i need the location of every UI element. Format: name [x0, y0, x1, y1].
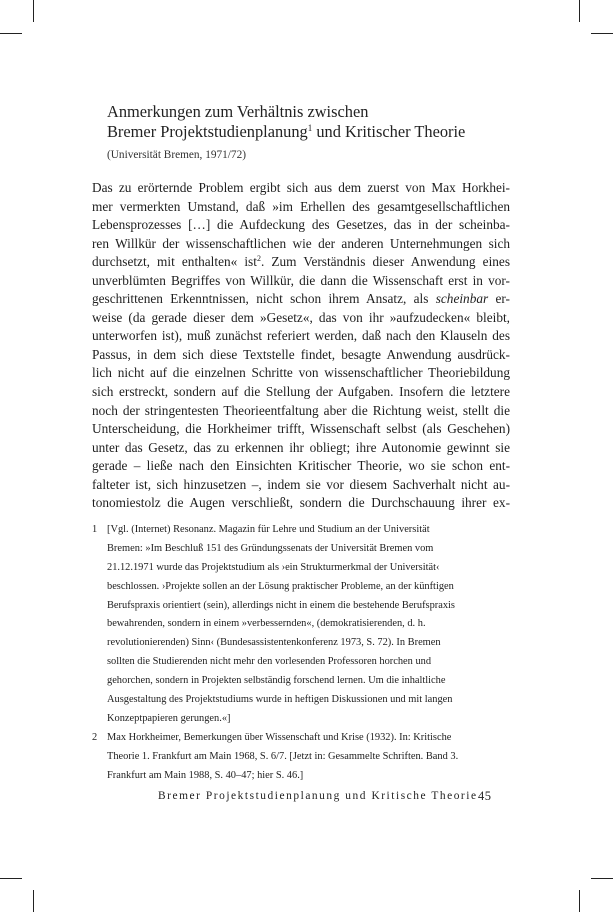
footnote-line: Max Horkheimer, Bemerkungen über Wissenschaft und Krise (1932). In: Kritische — [107, 731, 452, 743]
footnote-line: Ausgestaltung des Projektstudiums wurde in heftigen Diskussionen und mit langen — [107, 694, 453, 706]
crop-mark — [33, 890, 34, 912]
footnote-1 — [92, 521, 517, 729]
body-line-text: . Zum Verständnis dieser Anwendung eines — [260, 254, 510, 270]
body-line-text: geschrittenen Erkenntnissen, nicht schon ihrem Ansatz, als — [92, 291, 436, 307]
body-line: Das zu erörternde Problem ergibt sich aus dem zuerst von Max Horkhei- — [92, 180, 510, 195]
footnote-line: beschlossen. ›Projekte sollen an der Lösung praktischer Probleme, an der künftigen — [107, 580, 454, 592]
body-line: unverblümten Begriffes von Willkür, die dann die Wissenschaft erst in vor- — [92, 272, 510, 288]
footnote-line: Berufspraxis orientiert (sein), allerdings nicht in einem die bestehende Berufspraxis — [107, 599, 455, 611]
chapter-title-line-2 — [107, 122, 527, 142]
running-title: Bremer Projektstudienplanung und Kritische Theorie — [158, 790, 478, 802]
footnote-number: 2 — [92, 731, 98, 743]
crop-mark — [33, 0, 34, 22]
body-line: unterworfen ist), muß zunächst referiert werden, daß nach den Klauseln des — [92, 328, 510, 344]
footnotes — [92, 521, 517, 785]
body-line: lich nicht auf die einzelnen Schritte von wissenschaftlicher Theoriebildung — [92, 365, 510, 381]
footnote-ref-2[interactable]: 2 — [256, 254, 261, 264]
body-line-text: er- — [488, 291, 510, 307]
footnote-line: gehorchen, sondern in Projekten selbständig forschend lernen. Um die inhaltliche — [107, 675, 446, 687]
footnote-line: bewahrenden, sondern in einem »verbessernden«, (demokratisierenden, d. h. — [107, 618, 426, 630]
body-line — [92, 290, 510, 309]
body-line: falteter ist, sich hinzusetzen –, indem sie vor diesem Sachverhalt nicht au- — [92, 476, 510, 492]
body-line: ren Willkür der wissenschaftlichen wie der anderen Unternehmungen sich — [92, 235, 510, 251]
footnote-line: revolutionierenden) Sinn‹ (Bundesassistentenkonferenz 1973, S. 72). In Bremen — [107, 637, 441, 649]
body-line: noch der stringentesten Theorieentfaltung aber die Richtung weist, stellt die — [92, 402, 510, 418]
crop-mark — [591, 878, 613, 879]
body-line: weise (da gerade dieser dem »Gesetz«, das von ihr »aufzudecken« bleibt, — [92, 309, 510, 325]
chapter-title — [107, 102, 527, 142]
body-line: Passus, in dem sich diese Textstelle findet, besagte Anwendung ausdrück- — [92, 346, 510, 362]
footnote-line: sollten die Studierenden nicht mehr den vorlesenden Professoren horchen und — [107, 656, 432, 668]
chapter-title-text: Bremer Projektstudienplanung — [107, 122, 308, 141]
body-line-text: durchsetzt, mit enthalten« ist — [92, 254, 257, 270]
body-line: Lebensprozesses […] die Aufdeckung des Gesetzes, das in der scheinba- — [92, 217, 510, 233]
page-number: 45 — [478, 789, 492, 803]
body-line: unter das Gesetz, das zu erkennen ihr obliegt; ihre Autonomie gewinnt sie — [92, 439, 510, 455]
footnote-2 — [92, 729, 517, 786]
body-line: mer vermerkten Umstand, daß »im Erhellen des gesamtgesellschaftlichen — [92, 198, 510, 214]
crop-mark — [579, 0, 580, 22]
footnote-line: Theorie 1. Frankfurt am Main 1968, S. 6/7. [Jetzt in: Gesammelte Schriften. Band 3. — [107, 750, 459, 762]
footnote-line: Konzeptpapieren gerungen.«] — [107, 712, 231, 724]
crop-mark — [0, 878, 22, 879]
body-line: tonomiestolz die Augen verschließt, sondern die Durchschauung ihrer ex- — [92, 495, 510, 511]
chapter-subtitle: (Universität Bremen, 1971/72) — [107, 149, 246, 161]
footnote-line: Bremen: »Im Beschluß 151 des Gründungssenats der Universität Bremen vom — [107, 542, 434, 554]
body-text — [92, 179, 510, 513]
body-line: Unterscheidung, die Horkheimer trifft, Wissenschaft selbst (als Geschehen) — [92, 421, 510, 437]
chapter-title-text: und Kritischer Theorie — [312, 122, 466, 141]
footnote-line: [Vgl. (Internet) Resonanz. Magazin für Lehre und Studium an der Universität — [107, 524, 430, 535]
running-footer — [158, 790, 498, 802]
body-line: sich erstreckt, sondern auf die Stellung der Aufgaben. Insofern die letztere — [92, 384, 510, 400]
crop-mark — [579, 890, 580, 912]
body-line — [92, 253, 510, 272]
footnote-number: 1 — [92, 524, 98, 535]
crop-mark — [0, 33, 22, 34]
footnote-line: 21.12.1971 wurde das Projektstudium als ›ein Strukturmerkmal der Universität‹ — [107, 561, 440, 573]
footnote-line: Frankfurt am Main 1988, S. 40–47; hier S. 46.] — [107, 769, 304, 781]
crop-mark — [591, 33, 613, 34]
footnote-ref-1[interactable]: 1 — [307, 123, 313, 133]
chapter-title-line-1: Anmerkungen zum Verhältnis zwischen — [107, 102, 369, 121]
emphasis-text: scheinbar — [435, 291, 489, 307]
body-line: gerade – ließe nach den Einsichten Kritischer Theorie, wo sie schon ent- — [92, 458, 510, 474]
